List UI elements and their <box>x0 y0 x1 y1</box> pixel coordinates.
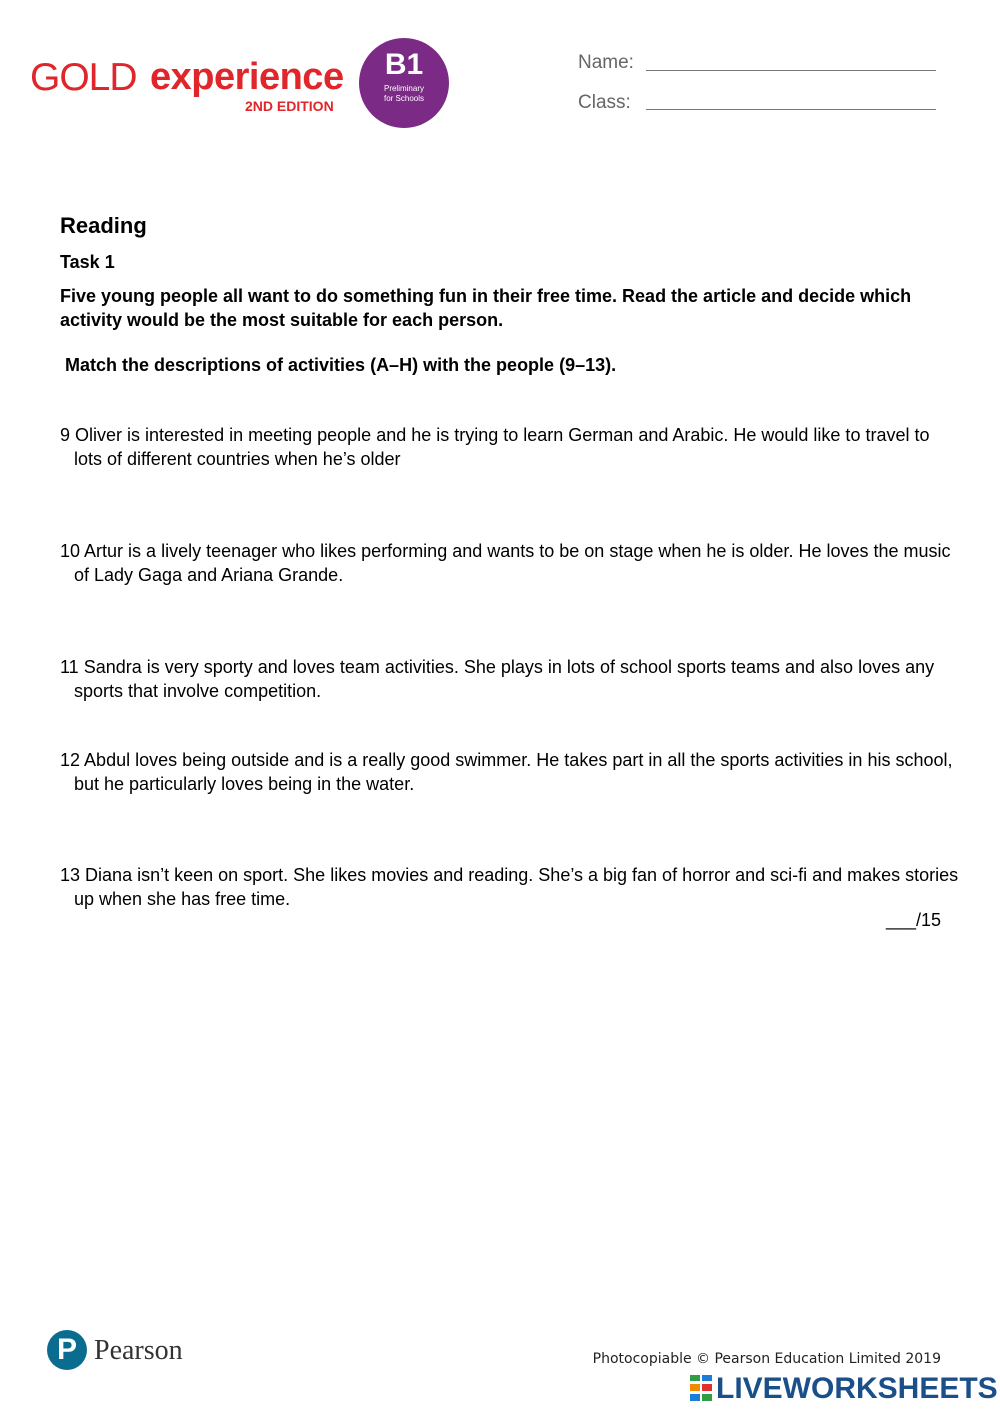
liveworksheets-icon <box>690 1375 714 1401</box>
question-text: Abdul loves being outside and is a really good swimmer. He takes part in all the sports activities in his school, but he particularly loves being in the water. <box>74 750 953 794</box>
question-number: 12 <box>60 750 81 770</box>
question-item-12 <box>60 748 959 796</box>
level-badge <box>359 38 449 128</box>
liveworksheets-logo-text[interactable]: LIVEWORKSHEETS <box>716 1372 998 1405</box>
match-instruction: Match the descriptions of activities (A–H) with the people (9–13). <box>65 355 617 375</box>
task-label: Task 1 <box>60 252 115 272</box>
badge-line-1: Preliminary <box>383 84 424 93</box>
question-item-9 <box>60 423 959 471</box>
question-number: 10 <box>60 541 81 561</box>
name-field[interactable] <box>646 70 936 71</box>
pearson-logo-text: Pearson <box>94 1335 183 1366</box>
question-text: Artur is a lively teenager who likes performing and wants to be on stage when he is older. He loves the music of Lady Gaga and Ariana Grande. <box>74 541 951 585</box>
section-title: Reading <box>60 213 147 238</box>
question-number: 11 <box>60 657 79 677</box>
badge-line-2: for Schools <box>383 94 425 103</box>
question-text: Diana isn’t keen on sport. She likes movies and reading. She’s a big fan of horror and sci-fi and makes stories up when she has free time. <box>74 865 959 909</box>
class-field[interactable] <box>646 109 936 110</box>
question-item-13 <box>60 863 959 911</box>
logo-experience-text: experience <box>150 56 344 98</box>
instruction-text: Five young people all want to do something fun in their free time. Read the article and decide which activity would be the most suitable for each person. <box>60 286 912 330</box>
question-item-10 <box>60 539 959 587</box>
question-item-11 <box>60 655 959 703</box>
question-text: Oliver is interested in meeting people and he is trying to learn German and Arabic. He would like to travel to lots of different countries when he’s older <box>74 425 930 469</box>
pearson-logo-icon: P <box>47 1330 87 1370</box>
badge-level: B1 <box>384 48 424 81</box>
copyright-text: Photocopiable © Pearson Education Limited 2019 <box>592 1351 941 1367</box>
score-total: ___/15 <box>885 910 941 930</box>
class-label: Class: <box>578 92 631 113</box>
question-number: 9 <box>60 425 71 445</box>
logo-edition-text: 2ND EDITION <box>245 98 334 114</box>
question-number: 13 <box>60 865 81 885</box>
logo-gold-text: GOLD <box>30 56 137 99</box>
name-label: Name: <box>578 52 634 73</box>
question-text: Sandra is very sporty and loves team activities. She plays in lots of school sports teams and also loves any sports that involve competition. <box>74 657 935 701</box>
